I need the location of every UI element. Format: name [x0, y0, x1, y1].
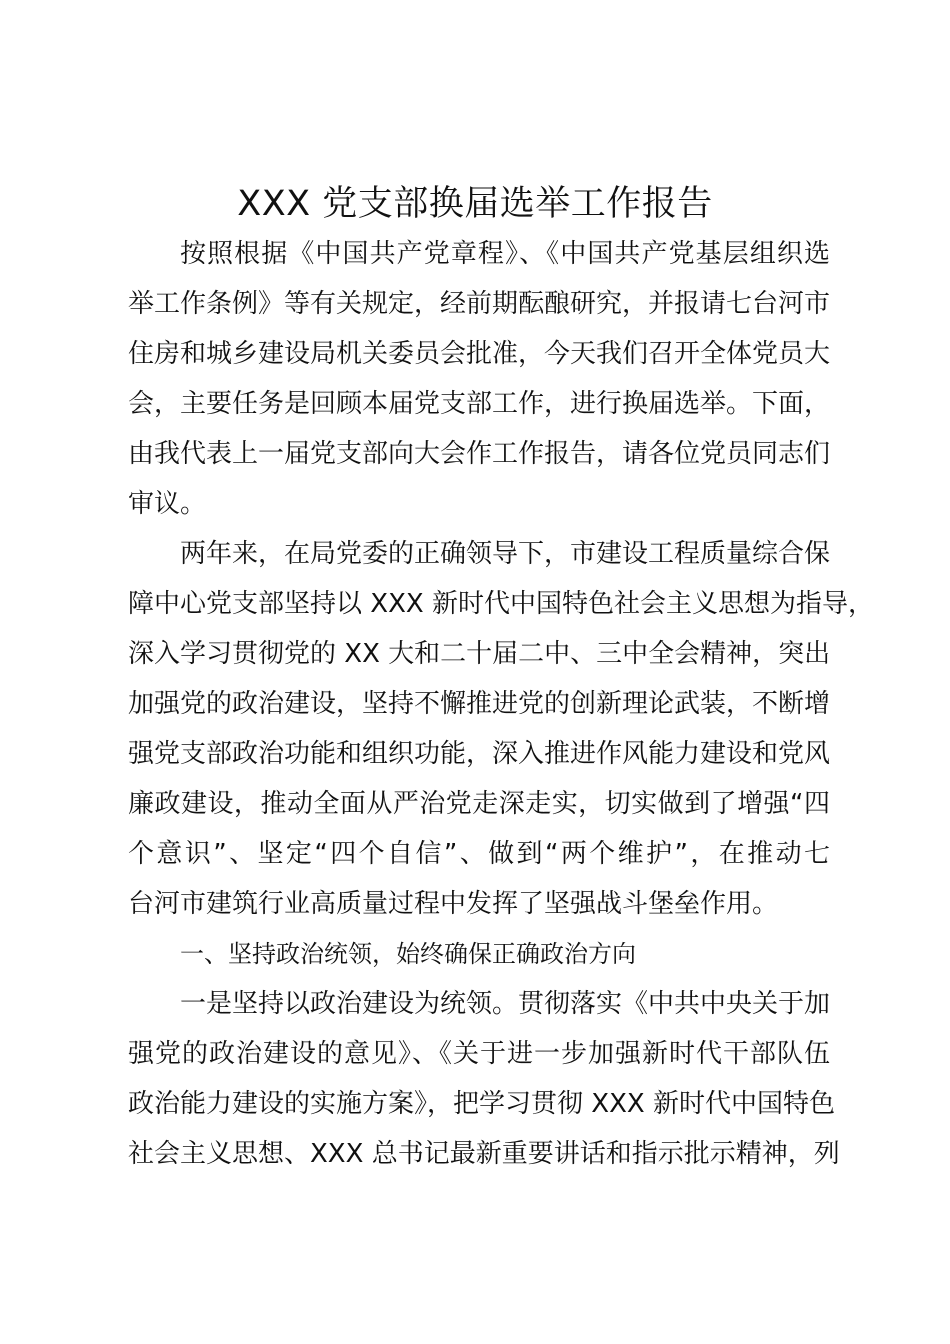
document-title: XXX 党支部换届选举工作报告	[237, 184, 713, 224]
paragraph-1-line-2: 举工作条例》等有关规定，经前期酝酿研究，并报请七台河市	[128, 289, 831, 319]
paragraph-2-line-5: 强党支部政治功能和组织功能，深入推进作风能力建设和党风	[128, 739, 831, 769]
paragraph-2-line-3: 深入学习贯彻党的 XX 大和二十届二中、三中全会精神，突出	[128, 639, 831, 669]
paragraph-3-line-1: 一是坚持以政治建设为统领。贯彻落实《中共中央关于加	[180, 989, 831, 1019]
paragraph-2-line-2: 障中心党支部坚持以 XXX 新时代中国特色社会主义思想为指导，	[128, 589, 874, 619]
paragraph-1-line-5: 由我代表上一届党支部向大会作工作报告，请各位党员同志们	[128, 439, 831, 469]
document-body	[128, 229, 874, 1179]
paragraph-2-line-7: 个意识”、坚定“四个自信”、做到“两个维护”，在推动七	[128, 839, 830, 869]
paragraph-3-line-2: 强党的政治建设的意见》、《关于进一步加强新时代干部队伍	[128, 1039, 830, 1069]
paragraph-2-line-6: 廉政建设，推动全面从严治党走深走实，切实做到了增强“四	[128, 789, 830, 819]
paragraph-2-line-4: 加强党的政治建设，坚持不懈推进党的创新理论武装，不断增	[128, 689, 831, 719]
paragraph-3-line-4: 社会主义思想、XXX 总书记最新重要讲话和指示批示精神，列	[128, 1139, 840, 1169]
paragraph-2-line-8: 台河市建筑行业高质量过程中发挥了坚强战斗堡垒作用。	[128, 889, 779, 919]
paragraph-1-line-6: 审议。	[128, 489, 207, 519]
paragraph-1-line-3: 住房和城乡建设局机关委员会批准，今天我们召开全体党员大	[128, 339, 831, 369]
paragraph-1-line-4: 会，主要任务是回顾本届党支部工作，进行换届选举。下面，	[128, 389, 831, 419]
paragraph-1-line-1: 按照根据《中国共产党章程》、《中国共产党基层组织选	[180, 239, 830, 269]
paragraph-2-line-1: 两年来，在局党委的正确领导下，市建设工程质量综合保	[180, 539, 831, 569]
section-heading-1: 一、坚持政治统领，始终确保正确政治方向	[180, 940, 636, 968]
paragraph-3-line-3: 政治能力建设的实施方案》，把学习贯彻 XXX 新时代中国特色	[128, 1089, 835, 1119]
